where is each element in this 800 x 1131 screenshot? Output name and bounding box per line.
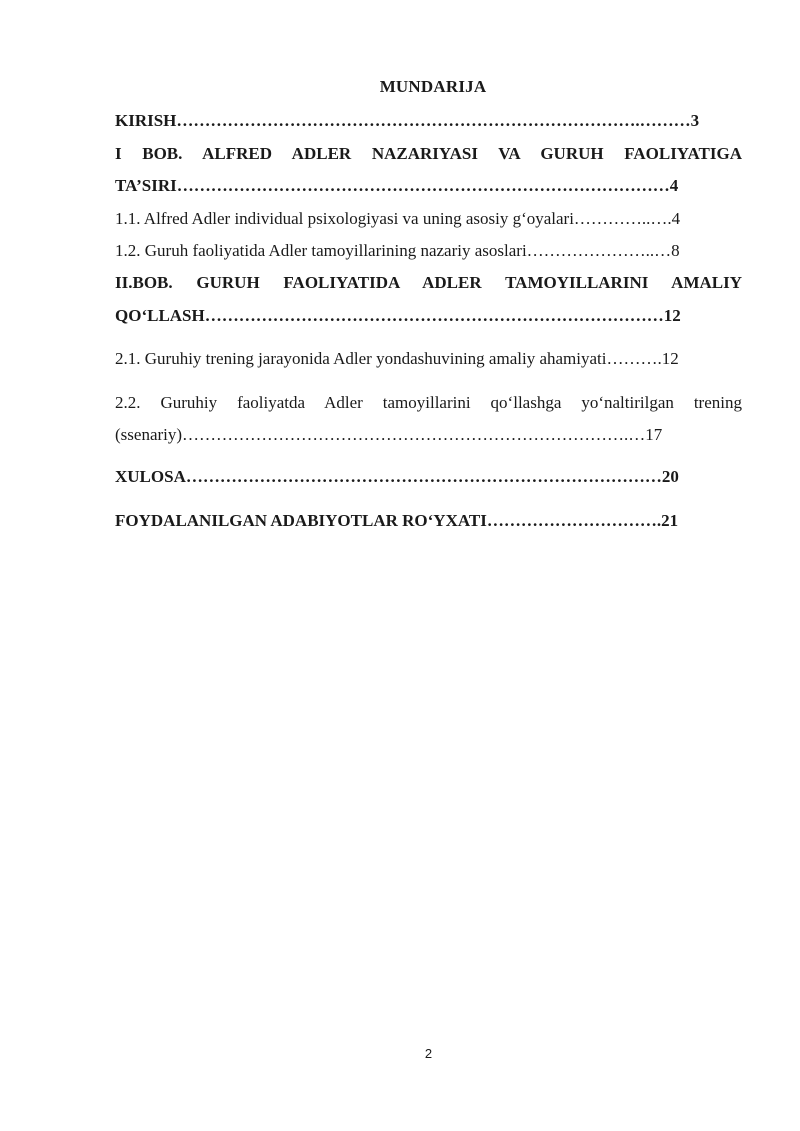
toc-title: MUNDARIJA: [379, 77, 487, 96]
toc-entry-chapter-2-line-1: II.BOB. GURUH FAOLIYATIDA ADLER TAMOYILLARINI AMALIY: [115, 273, 742, 292]
toc-entry-chapter-1-line-2: TA’SIRI……………………………………………………………………………4: [115, 176, 679, 195]
toc-entry-chapter-1-line-1: I BOB. ALFRED ADLER NAZARIYASI VA GURUH FAOLIYATIGA: [115, 144, 742, 163]
toc-entry-xulosa: XULOSA…………………………………………………………………………20: [115, 467, 679, 486]
toc-entry-chapter-2-line-2: QO‘LLASH………………………………………………………………………12: [115, 306, 681, 325]
toc-entry-section-2-2-line-2: (ssenariy)…………………………………………………………………….…17: [115, 425, 663, 444]
page-number: 2: [424, 1046, 433, 1061]
toc-entry-adabiyotlar: FOYDALANILGAN ADABIYOTLAR RO‘YXATI………………………….21: [115, 511, 679, 530]
toc-entry-kirish: KIRISH……………………………………………………………………….………3: [115, 111, 700, 130]
toc-entry-section-2-2-line-1: 2.2. Guruhiy faoliyatda Adler tamoyillarini qo‘llashga yo‘naltirilgan trening: [115, 393, 742, 412]
toc-entry-section-2-1: 2.1. Guruhiy trening jarayonida Adler yondashuvining amaliy ahamiyati……….12: [115, 349, 679, 368]
toc-entry-section-1-1: 1.1. Alfred Adler individual psixologiyasi va uning asosiy g‘oyalari…………..….4: [115, 209, 681, 228]
toc-entry-section-1-2: 1.2. Guruh faoliyatida Adler tamoyillarining nazariy asoslari…………………..…8: [115, 241, 680, 260]
